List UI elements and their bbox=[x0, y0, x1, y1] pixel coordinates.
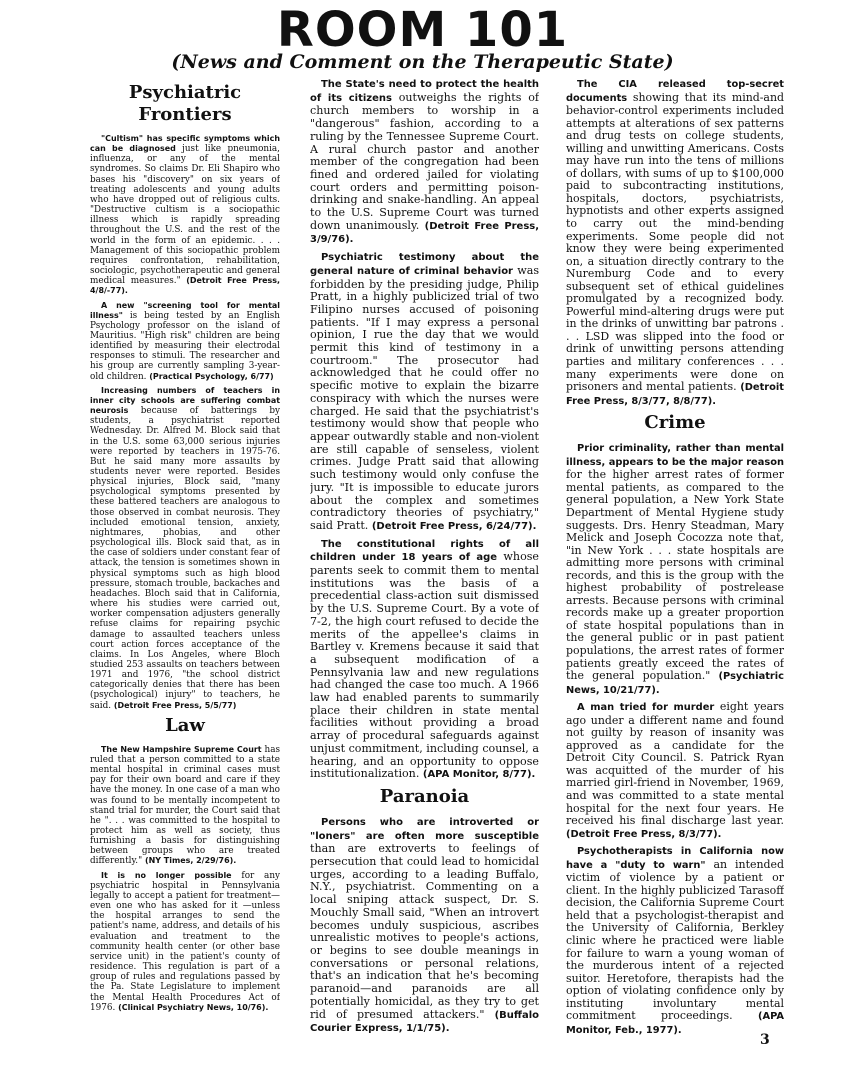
article-lead: Persons who are introverted or "loners" are often more susceptible bbox=[310, 816, 539, 842]
article bbox=[90, 301, 280, 382]
article-source: (Detroit Free Press, 8/3/77). bbox=[566, 828, 722, 840]
article bbox=[310, 538, 539, 782]
article-body: than are extroverts to feelings of persecution that could lead to homicidal urges, according to a leading Buffalo, N.Y., psychiatrist. Commenting on a local sniping attack suspect, Dr. S. Mouchly Small said, "When an introvert becomes unduly suspicious, ascribes unrealistic motives to people's actions, or begins to see double meanings in conversations or personal relations, that's an indication that he's becoming paranoid—and paranoids are all potentially homicidal, as they try to get rid of presumed attackers." bbox=[310, 842, 539, 1021]
article-body: showing that its mind-and behavior-control experiments included attempts at alterations of sex patterns and drug tests on college students, willing and unwitting Americans. Costs may have run into the tens of millions of dollars, with sums of up to $100,000 paid to subcontracting institutions, hospitals, doctors, psychiatrists, hypnotists and other experts assigned to carry out the mind-bending experiments. Some people did not know they were being experimented on, a situation directly contrary to the Nuremburg Code and to every subsequent set of ethical guidelines promulgated by a recognized body. Powerful mind-altering drugs were put in the drinks of unwitting bar patrons . . . LSD was slipped into the food or drink of unwitting persons attending parties and military conferences . . . many experiments were done on prisoners and mental patients. bbox=[566, 90, 784, 394]
page-subtitle: (News and Comment on the Therapeutic State) bbox=[171, 51, 674, 73]
article-body: eight years ago under a different name and found not guilty by reason of insanity was approved as a candidate for the Detroit City Council. S. Patrick Ryan was acquitted of the murder of his married girl-friend in November, 1969, and was committed to a state mental hospital for the next four years. He received his final discharge last year. bbox=[566, 700, 784, 828]
article-source: (NY Times, 2/29/76). bbox=[144, 856, 237, 866]
article-body: is being tested by an English Psychology professor on the island of Mauritius. "High risk" children are being identified by measuring their electrodal responses to stimuli. The researcher and his group are currently sampling 3-year-old children. bbox=[90, 310, 280, 382]
article-source: (Detroit Free Press, 6/24/77). bbox=[371, 520, 537, 532]
article-body: was forbidden by the presiding judge, Philip Pratt, in a highly publicized trial of two Filipino nurses accused of poisoning patients. "If I may express a personal opinion, I rue the day that we would permit this kind of testimony in a courtroom." The prosecutor had acknowledged that he could offer no specific motive to explain the bizarre conspiracy with which the nurses were charged. He said that the psychiatrist's testimony would show that people who appear outwardly stable and non-violent are still capable of senseless, violent crimes. Judge Pratt said that allowing such testimony would only confuse the jury. "It is impossible to educate jurors about the complex and sometimes contradictory theories of psychiatry," said Pratt. bbox=[310, 263, 539, 532]
article-source: (Buffalo Courier Express, 1/1/75). bbox=[310, 1009, 539, 1035]
page-number: 3 bbox=[760, 1032, 770, 1048]
article bbox=[566, 442, 784, 697]
page-title: ROOM 101 bbox=[276, 2, 569, 58]
article-lead: A man tried for murder bbox=[577, 702, 715, 714]
article-source: (Detroit Free Press, 3/9/76). bbox=[310, 220, 539, 246]
article-lead: Prior criminality, rather than mental illness, appears to be the major reason bbox=[566, 443, 784, 468]
article-lead: The State's need to protect the health of its citizens bbox=[310, 79, 539, 104]
section-heading-paranoia: Paranoia bbox=[379, 785, 470, 807]
article bbox=[310, 816, 539, 1036]
article-source: (Clinical Psychiatry News, 10/76). bbox=[118, 1002, 269, 1012]
column-2 bbox=[310, 78, 539, 1068]
article-source: (Detroit Free Press, 4/8/-77). bbox=[90, 276, 280, 296]
article-lead: Psychiatric testimony about the general nature of criminal behavior bbox=[310, 252, 539, 277]
article-body: for any psychiatric hospital in Pennsylvania legally to accept a patient for treatment—even one who has asked for it —unless the hospital arranges to send the patient's name, address, and details of his evaluation and treatment to the community health center (or other base service unit) in the patient's county of residence. This regulation is part of a group of rules and regulations passed by the Pa. State Legislature to implement the Mental Health Procedures Act of 1976. bbox=[90, 870, 280, 1013]
article-source: (Practical Psychology, 6/77) bbox=[149, 371, 274, 381]
article-body: has ruled that a person committed to a state mental hospital in criminal cases must pay for their own board and care if they have the money. In one case of a man who was found to be mentally incompetent to stand trial for murder, the Court said that he ". . . was committed to the hospital to protect him as well as society, thus furnishing a basis for distinguishing between groups who are treated differently." bbox=[90, 744, 280, 867]
article bbox=[566, 845, 784, 1037]
article-lead: The constitutional rights of all children under 18 years of age bbox=[310, 538, 539, 564]
article bbox=[566, 78, 784, 408]
article-source: (Detroit Free Press, 5/5/77) bbox=[113, 700, 237, 710]
section-heading-psychiatric-frontiers: Psychiatric Frontiers bbox=[128, 82, 242, 125]
article-body: because of batterings by students, a psychiatrist reported Wednesday. Dr. Alfred M. Block said that in the U.S. some 63,000 serious injuries were reported by teachers in 1975-76. But he said many more assaults by students never were reported. Besides physical injuries, Block said, "many psychological symptoms presented by these battered teachers are analogous to those observed in combat neurosis. They included emotional tension, anxiety, nightmares, phobias, and other psychological ills. Block said that, as in the case of soldiers under constant fear of attack, the tension is sometimes shown in physical symptoms such as high blood pressure, stomach trouble, backaches and headaches. Bloch said that in California, where his studies were carried out, worker compensation adjusters generally refuse claims for repairing psychic damage to assaulted teachers unless court action forces acceptance of the claims. In Los Angeles, where Bloch studied 253 assaults on teachers between 1971 and 1976, "the school district categorically denies that there has been (psychological) injury" to teachers, he said. bbox=[90, 406, 280, 711]
section-heading-law: Law bbox=[165, 714, 205, 736]
article-body: just like pneumonia, influenza, or any of the mental syndromes. So claims Dr. Eli Shapiro who bases his "discovery" on six years of treating adolescents and young adults who have dropped out of religious cults. "Destructive cultism is a sociopathic illness which is rapidly spreading throughout the U.S. and the rest of the world in the form of an epidemic. . . . Management of this sociopathic problem requires confrontation, rehabilitation, sociologic, psychotherapeutic and general medical measures." bbox=[90, 144, 280, 287]
article bbox=[310, 78, 539, 247]
article-source: (Detroit Free Press, 8/3/77, 8/8/77). bbox=[566, 382, 784, 407]
article-lead: It is no longer possible bbox=[101, 870, 232, 880]
article-body: an intended victim of violence by a patient or client. In the highly publicized Tarasoff decision, the California Supreme Court held that a psychologist-therapist and the University of California, Berkley clinic where he practiced were liable for failure to warn a young woman of the murderous intent of a rejected suitor. Heretofore, therapists had the option of violating confidence only by instituting involuntary mental commitment proceedings. bbox=[566, 857, 784, 1023]
article-lead: The CIA released top-secret documents bbox=[566, 79, 784, 104]
article-lead: The New Hampshire Supreme Court bbox=[101, 744, 262, 754]
article-body: outweighs the rights of church members to worship in a "dangerous" fashion, according to a ruling by the Tennessee Supreme Court. A rural church pastor and another member of the congregation had been fined and ordered jailed for violating court orders and permitting poison-drinking and snake-handling. An appeal to the U.S. Supreme Court was turned down unanimously. bbox=[310, 90, 539, 232]
article-lead: "Cultism" has specific symptoms which can be diagnosed bbox=[90, 134, 280, 154]
article-lead: A new "screening tool for mental illness" bbox=[90, 300, 280, 320]
article bbox=[310, 251, 539, 533]
article-source: (APA Monitor, Feb., 1977). bbox=[566, 1011, 784, 1036]
column-1 bbox=[90, 78, 280, 1068]
article-source: (Psychiatric News, 10/21/77). bbox=[566, 671, 784, 696]
article-body: whose parents seek to commit them to mental institutions was the basis of a precedential class-action suit dismissed by the U.S. Supreme Court. By a vote of 7-2, the high court refused to decide the merits of the appellee's claims in Bartley v. Kremens because it said that a subsequent modification of a Pennsylvania law and new regulations had changed the case too much. A 1966 law had enabled parents to summarily place their children in state mental facilities without providing a broad array of procedural safeguards against unjust commitment, including counsel, a hearing, and an opportunity to oppose institutionalization. bbox=[310, 550, 539, 781]
article-body: for the higher arrest rates of former mental patients, as compared to the general population, a New York State Department of Mental Hygiene study suggests. Drs. Henry Steadman, Mary Melick and Joseph Cocozza note that, "in New York . . . state hospitals are admitting more persons with criminal records, and this is the group with the highest probability of postrelease arrests. Because persons with criminal records make up a greater proportion of state hospital populations than in the general public or in past patient populations, the arrest rates of former patients greatly exceed the rates of the general population." bbox=[566, 468, 784, 683]
article bbox=[90, 871, 280, 1013]
article-source: (APA Monitor, 8/77). bbox=[422, 769, 536, 781]
article bbox=[90, 745, 280, 867]
article-lead: Psychotherapists in California now have a "duty to warn" bbox=[566, 846, 784, 871]
article bbox=[90, 134, 280, 297]
article bbox=[566, 701, 784, 841]
article bbox=[90, 386, 280, 711]
section-heading-crime: Crime bbox=[644, 412, 706, 434]
article-lead: Increasing numbers of teachers in inner city schools are suffering combat neurosis bbox=[90, 385, 280, 416]
column-3 bbox=[566, 78, 784, 1068]
